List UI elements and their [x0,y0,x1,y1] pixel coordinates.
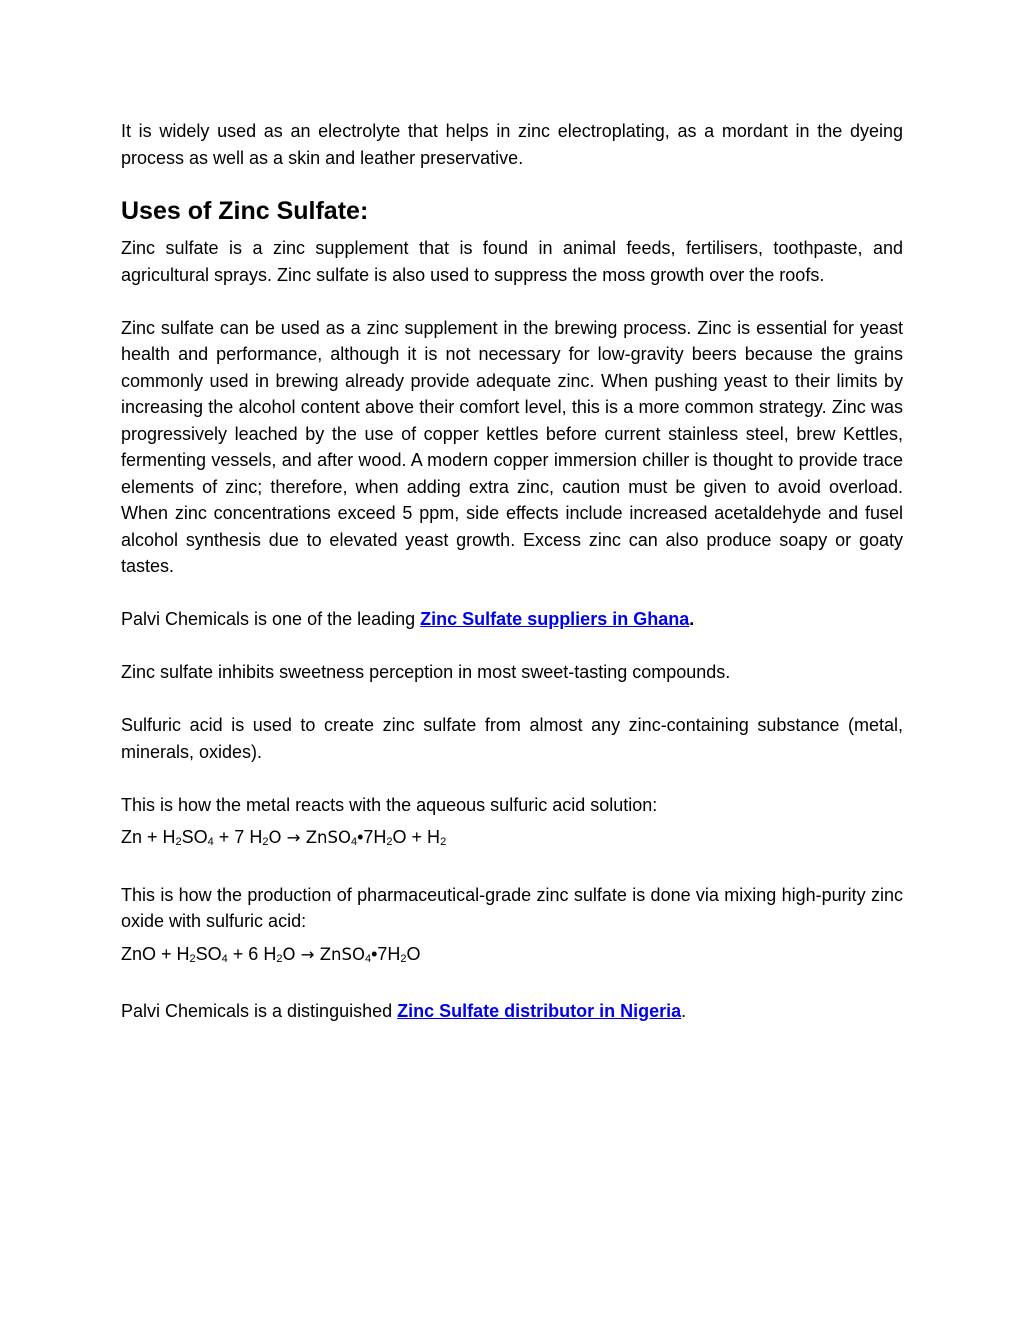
equation-metal-reaction: $Zn + H_2SO_4 + 7$ $H_2O$ → $ZnSO_4•7H_2O + H_2$ [121,827,447,848]
paragraph-metal-reaction: This is how the metal reacts with the aqueous sulfuric acid solution: [121,794,658,815]
ghana-supplier-link[interactable]: Zinc Sulfate suppliers in Ghana [420,609,690,629]
paragraph-pharma-production: This is how the production of pharmaceutical-grade zinc sulfate is done via mixing high-purity zinc oxide with sulfuric acid: [121,884,903,931]
nigeria-distributor-link[interactable]: Zinc Sulfate distributor in Nigeria [397,1001,682,1021]
paragraph-sulfuric-acid: Sulfuric acid is used to create zinc sulfate from almost any zinc-containing substance (metal, minerals, oxides). [121,715,903,762]
nigeria-suffix-text: . [681,1001,687,1021]
paragraph-brewing: Zinc sulfate can be used as a zinc supplement in the brewing process. Zinc is essential for yeast health and performance, although it is not necessary for low-gravity beers because the grains commonly used in brewing already provide adequate zinc. When pushing yeast to their limits by increasing the alcohol content above their comfort level, this is a more common strategy. Zinc was progressively leached by the use of copper kettles before current stainless steel, brew Kettles, fermenting vessels, and after wood. A modern copper immersion chiller is thought to provide trace elements of zinc; therefore, when adding extra zinc, caution must be given to avoid overload. When zinc concentrations exceed 5 ppm, side effects include increased acetaldehyde and fusel alcohol synthesis due to elevated yeast growth. Excess zinc can also produce soapy or goaty tastes. [121,317,903,576]
document-page [121,118,903,1025]
paragraph-nigeria-distributor [121,998,903,1025]
paragraph-supplement-uses: Zinc sulfate is a zinc supplement that is found in animal feeds, fertilisers, toothpaste, and agricultural sprays. Zinc sulfate is also used to suppress the moss growth over the roofs. [121,238,903,285]
paragraph-ghana-supplier [121,606,903,633]
ghana-suffix-text: . [689,609,695,629]
section-heading: Uses of Zinc Sulfate: [121,197,369,225]
ghana-prefix-text: Palvi Chemicals is one of the leading [121,609,421,629]
intro-paragraph: It is widely used as an electrolyte that helps in zinc electroplating, as a mordant in the dyeing process as well as a skin and leather preservative. [121,121,903,168]
paragraph-sweetness: Zinc sulfate inhibits sweetness perception in most sweet-tasting compounds. [121,662,731,682]
nigeria-prefix-text: Palvi Chemicals is a distinguished [121,1001,398,1021]
equation-oxide-reaction: ZnO + $H_2SO_4 + 6$ $H_2O$ → $ZnSO_4•7H_2O$ [121,943,421,965]
